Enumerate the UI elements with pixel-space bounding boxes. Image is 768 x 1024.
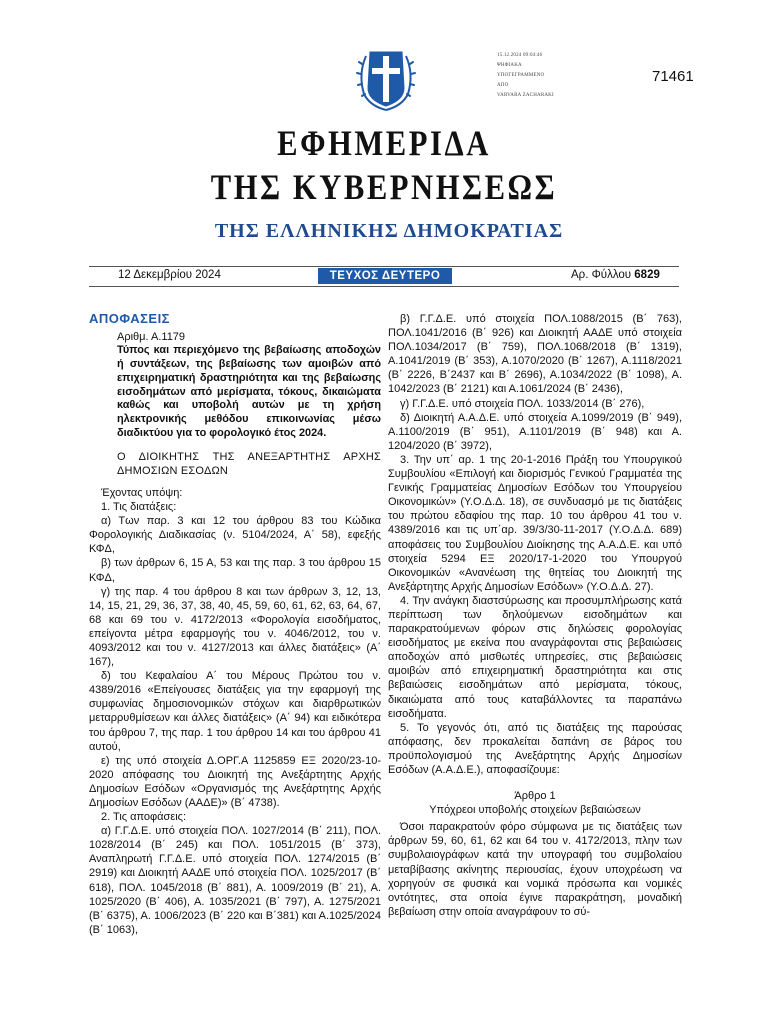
paragraph: δ) Διοικητή Α.Α.Δ.Ε. υπό στοιχεία Α.1099/2019 (Β΄ 949), Α.1100/2019 (Β΄ 951), Α.1101/2019 (Β΄ 948) και Α. 1204/2020 (Β΄ 3972), — [388, 411, 682, 452]
paragraph: Όσοι παρακρατούν φόρο σύμφωνα με τις διατάξεις των άρθρων 59, 60, 61, 62 και 64 του ν. 4172/2013, πλην των συμβολαιογράφων κατά την υπογραφή του συμβολαίου μεταβίβασης ακίνητης περιουσίας, έχουν υποχρέωση να χορηγούν σε φυσικά και νομικά πρόσωπα και νομικές οντότητες, στα οποία έγινε παρακράτηση, μοναδική βεβαίωση στην οποία αναγράφουν το σύ- — [388, 821, 682, 918]
signature-line: ΥΠΟΓΕΓΡΑΜΜΕΝΟ — [497, 73, 545, 78]
issuing-authority: Ο ΔΙΟΙΚΗΤΗΣ ΤΗΣ ΑΝΕΞΑΡΤΗΤΗΣ ΑΡΧΗΣ ΔΗΜΟΣΙΩΝ ΕΣΟΔΩΝ — [117, 450, 381, 477]
paragraph: 3. Την υπ΄ αρ. 1 της 20-1-2016 Πράξη του Υπουργικού Συμβουλίου «Επιλογή και διορισμός Γενικού Γραμματέα της Γενικής Γραμματείας Δημοσίων Εσόδων του Υπουργείου Οικονομικών» (Υ.Ο.Δ.Δ. 18), σε συνδυασμό με τις διατάξεις του πρώτου εδαφίου της παρ. 10 του άρθρου 41 του ν. 4389/2016 και τις υπ΄αρ. 39/3/30-11-2017 (Υ.Ο.Δ.Δ. 689) αποφάσεις του Συμβουλίου Διοίκησης της Α.Α.Δ.Ε. και υπό στοιχεία 5294 ΕΞ 2020/17-1-2020 του Υπουργού Οικονομικών «Ανανέωση της θητείας του Διοικητή της Ανεξάρτητης Αρχής Δημοσίων Εσόδων» (Υ.Ο.Δ.Δ. 27). — [388, 453, 682, 593]
signature-timestamp: 15.12.2024 09:04:46 — [497, 53, 543, 58]
right-column — [388, 312, 682, 919]
paragraph: β) των άρθρων 6, 15 Α, 53 και της παρ. 3 του άρθρου 15 ΚΦΔ, — [89, 557, 381, 584]
page-number: 71461 — [652, 68, 694, 85]
gazette-subtitle: ΤΗΣ ΕΛΛΗΝΙΚΗΣ ΔΗΜΟΚΡΑΤΙΑΣ — [214, 220, 564, 242]
left-column — [89, 312, 381, 937]
gazette-title-line1: ΕΦΗΜΕΡΙΔΑ — [277, 123, 491, 163]
issue-volume-badge: ΤΕΥΧΟΣ ΔΕΥΤΕΡΟ — [318, 268, 452, 284]
signature-line: ΨΗΦΙΑΚΑ — [497, 63, 522, 68]
signature-signer: VARVARA ZACHARAKI — [497, 93, 554, 98]
paragraph: β) Γ.Γ.Δ.Ε. υπό στοιχεία ΠΟΛ.1088/2015 (Β΄ 763), ΠΟΛ.1041/2016 (Β΄ 926) και Διοικητή ΑΑΔΕ υπό στοιχεία ΠΟΛ.1034/2017 (Β΄ 759), ΠΟΛ.1068/2018 (Β΄ 1319), Α.1041/2019 (Β΄ 353), Α.1070/2020 (Β΄ 1267), Α.1118/2021 (Β΄ 2226, Β΄2437 και Β΄ 2696), Α.1034/2022 (Β΄ 1098), Α. 1042/2023 (Β΄ 2121) και Α.1061/2024 (Β΄ 2436), — [388, 313, 682, 396]
paragraph: 2. Τις αποφάσεις: — [101, 811, 187, 824]
header-top-rule — [89, 266, 679, 267]
decision-subject: Τύπος και περιεχόμενο της βεβαίωσης αποδοχών ή συντάξεων, της βεβαίωσης των αμοιβών από επιχειρηματική δραστηριότητα και της βεβαίωσης εισοδημάτων από μερίσματα, τόκους, δικαιώματα καθώς και υποβολή αυτών με τη χρήση ηλεκτρονικής μεθόδου επικοινωνίας μέσω διαδικτύου για το φορολογικό έτος 2024. — [117, 344, 381, 439]
gazette-title-line2: ΤΗΣ ΚΥΒΕΡΝΗΣΕΩΣ — [210, 167, 558, 207]
paragraph: ε) της υπό στοιχεία Δ.ΟΡΓ.Α 1125859 ΕΞ 2020/23-10-2020 απόφασης του Διοικητή της Ανεξάρτητης Αρχής Δημοσίων Εσόδων «Οργανισμός της Ανεξάρτητης Αρχής Δημοσίων Εσόδων (ΑΑΔΕ)» (Β΄ 4738). — [89, 754, 381, 810]
decision-reference: Αριθμ. Α.1179 — [117, 331, 186, 344]
header-bottom-rule — [89, 286, 679, 287]
sheet-number — [571, 269, 660, 281]
paragraph: δ) του Κεφαλαίου Α΄ του Μέρους Πρώτου του ν. 4389/2016 «Επείγουσες διατάξεις για την εφαρμογή της συμφωνίας δημοσιονομικών στόχων και διαρθρωτικών μεταρρυθμίσεων και άλλες διατάξεις» (Α΄ 94) και ειδικότερα του άρθρου 7, της παρ. 1 του άρθρου 14 και του άρθρου 41 αυτού, — [89, 670, 381, 753]
sheet-number-value: 6829 — [634, 269, 660, 281]
paragraph: Έχοντας υπόψη: — [101, 486, 183, 499]
issue-date: 12 Δεκεμβρίου 2024 — [118, 269, 221, 281]
paragraph: 5. Το γεγονός ότι, από τις διατάξεις της παρούσας απόφασης, δεν προκαλείται δαπάνη σε βάρος του προϋπολογισμού της Ανεξάρτητης Αρχής Δημοσίων Εσόδων (Α.Α.Δ.Ε.), αποφασίζουμε: — [388, 721, 682, 776]
paragraph: γ) Γ.Γ.Δ.Ε. υπό στοιχεία ΠΟΛ. 1033/2014 (Β΄ 276), — [400, 397, 645, 410]
digital-signature-stamp — [497, 51, 554, 101]
article-title: Υπόχρεοι υποβολής στοιχείων βεβαιώσεων — [429, 804, 641, 817]
article-heading: Άρθρο 1 — [514, 790, 556, 803]
paragraph: α) Γ.Γ.Δ.Ε. υπό στοιχεία ΠΟΛ. 1027/2014 (Β΄ 211), ΠΟΛ. 1028/2014 (Β΄ 245) και ΠΟΛ. 1051/2015 (Β΄ 373), Αναπληρωτή Γ.Γ.Δ.Ε. υπό στοιχεία ΠΟΛ. 1274/2015 (Β΄ 2919) και Διοικητή ΑΑΔΕ υπό στοιχεία ΠΟΛ. 1025/2017 (Β΄ 618), ΠΟΛ. 1045/2018 (Β΄ 881), Α. 1009/2019 (Β΄ 21), Α. 1025/2020 (Β΄ 406), Α. 1035/2021 (Β΄ 797), Α. 1275/2021 (Β΄ 6375), Α. 1006/2023 (Β΄ 220 και Β΄381) και Α.1025/2024 (Β΄ 1063), — [89, 825, 381, 936]
paragraph: 4. Την ανάγκη διαστσύρωσης και προσυμπλήρωσης κατά περίπτωση των δηλούμενων εισοδημάτων και παρακρατούμενων φόρων στις δηλώσεις φορολογίας εισοδήματος με εκείνα που αναγράφονται στις βεβαιώσεις αποδοχών από μισθωτές υπηρεσίες, στις βεβαιώσεις αμοιβών από επιχειρηματική δραστηριότητα και στις βεβαιώσεις εισοδημάτων από μερίσματα, τόκους, δικαιώματα από τους καταβάλλοντες τα παραπάνω εισοδήματα. — [388, 594, 682, 720]
section-heading: ΑΠΟΦΑΣΕΙΣ — [89, 311, 170, 326]
signature-line: ΑΠΟ — [497, 83, 509, 88]
paragraph: 1. Τις διατάξεις: — [101, 501, 177, 514]
sheet-number-label: Αρ. Φύλλου — [571, 269, 632, 281]
greek-coat-of-arms-icon — [356, 44, 416, 112]
paragraph: α) Των παρ. 3 και 12 του άρθρου 83 του Κώδικα Φορολογικής Διαδικασίας (ν. 5104/2024, Α΄ 58), εφεξής ΚΦΔ, — [89, 515, 381, 556]
paragraph: γ) της παρ. 4 του άρθρου 8 και των άρθρων 3, 12, 13, 14, 15, 21, 29, 36, 37, 38, 40, 45, 59, 60, 61, 62, 63, 64, 67, 68 και 69 του ν. 4172/2013 «Φορολογία εισοδήματος, επείγοντα μέτρα εφαρμογής του ν. 4046/2012, του ν. 4093/2012 και του ν. 4127/2013 και άλλες διατάξεις» (Α΄ 167), — [89, 585, 381, 669]
